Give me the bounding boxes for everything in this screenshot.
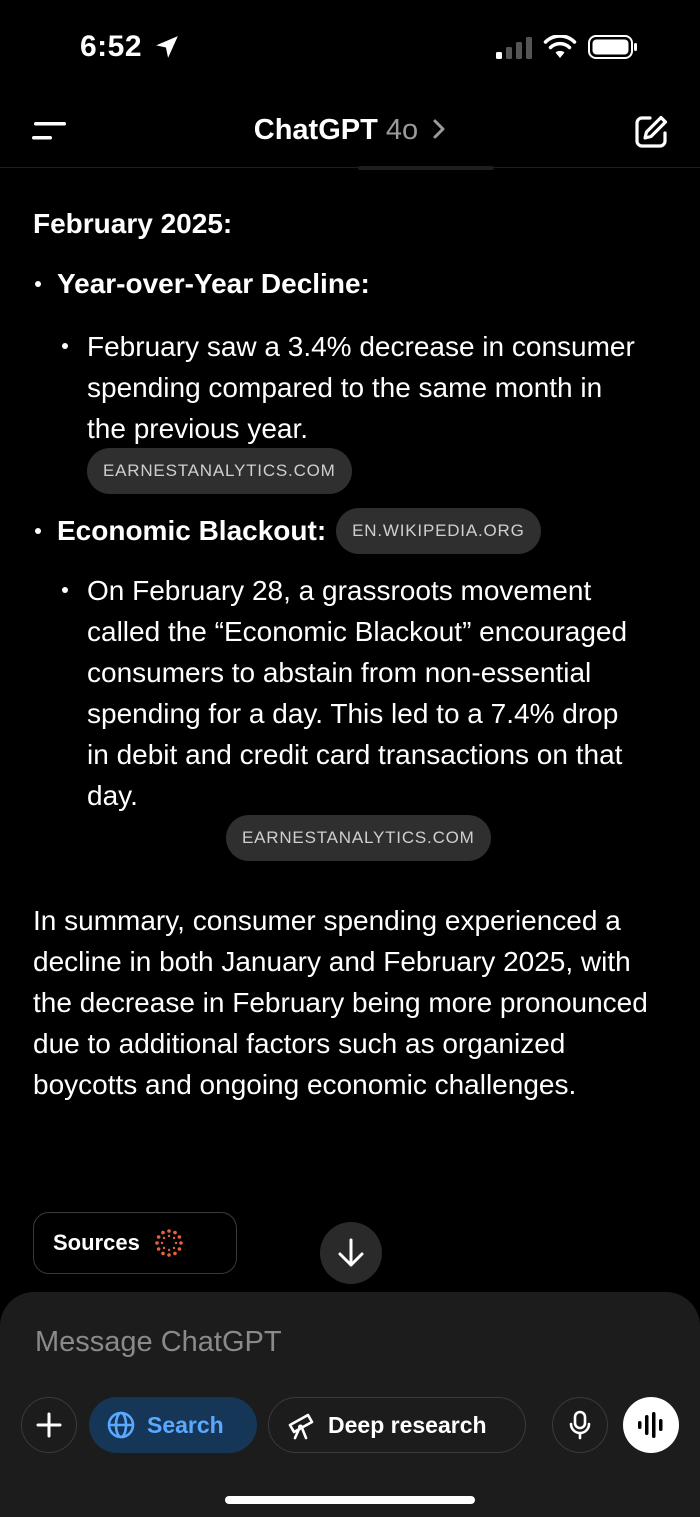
bullet-dot xyxy=(35,528,41,534)
arrow-down-icon xyxy=(337,1237,365,1269)
attach-button[interactable] xyxy=(21,1397,77,1453)
globe-icon xyxy=(107,1411,135,1439)
bullet-dot xyxy=(62,587,68,593)
cellular-signal-icon xyxy=(496,37,532,59)
source-chip-earnestanalytics[interactable]: EARNESTANALYTICS.COM xyxy=(87,448,352,494)
voice-mode-button[interactable] xyxy=(623,1397,679,1453)
waveform-icon xyxy=(636,1411,666,1439)
model-name: 4o xyxy=(385,114,419,146)
microphone-icon xyxy=(568,1410,592,1440)
new-chat-compose-icon[interactable] xyxy=(633,114,669,150)
status-bar xyxy=(0,0,700,96)
sources-label: Sources xyxy=(53,1230,140,1255)
scroll-to-bottom-button[interactable] xyxy=(320,1222,382,1284)
scroll-indicator xyxy=(358,166,494,170)
nav-bar xyxy=(0,96,700,168)
location-arrow-icon xyxy=(154,34,180,60)
plus-icon xyxy=(36,1412,62,1438)
section-heading: February 2025: xyxy=(33,208,233,239)
deep-research-button[interactable] xyxy=(268,1397,526,1453)
model-selector[interactable] xyxy=(0,114,700,147)
app-name: ChatGPT xyxy=(253,114,378,146)
search-label: Search xyxy=(147,1411,224,1438)
battery-icon xyxy=(588,35,638,59)
bullet-label: Economic Blackout: xyxy=(57,515,327,546)
telescope-icon xyxy=(286,1410,316,1440)
bullet-dot xyxy=(62,343,68,349)
home-indicator[interactable] xyxy=(225,1496,475,1504)
bullet-detail-text: On February 28, a grassroots movement called the “Economic Blackout” encouraged consumers to abstain from non-essential spending for a day. This led to a 7.4% drop in debit and credit card transactions on that day. xyxy=(87,575,628,811)
message-input[interactable]: Message ChatGPT xyxy=(35,1326,282,1358)
summary-paragraph: In summary, consumer spending experienced a decline in both January and February 2025, with the decrease in February being more pronounced due to additional factors such as organized boycotts and ongoing economic challenges. xyxy=(33,905,648,1100)
source-chip-wikipedia[interactable]: EN.WIKIPEDIA.ORG xyxy=(336,508,540,554)
bullet-yoy-decline xyxy=(33,268,370,300)
search-toggle-button[interactable] xyxy=(89,1397,257,1453)
wifi-icon xyxy=(543,35,577,59)
chevron-right-icon xyxy=(432,119,446,139)
bullet-label: Year-over-Year Decline: xyxy=(57,268,370,299)
sources-spinner-icon xyxy=(154,1228,184,1258)
bullet-dot xyxy=(35,281,41,287)
status-time: 6:52 xyxy=(80,30,143,63)
bullet-economic-blackout xyxy=(33,508,541,554)
bullet-detail-text: February saw a 3.4% decrease in consumer spending compared to the same month in the previous year. xyxy=(87,331,635,444)
message-composer xyxy=(0,1292,700,1517)
deep-research-label: Deep research xyxy=(328,1411,487,1438)
source-chip-earnestanalytics-2[interactable]: EARNESTANALYTICS.COM xyxy=(226,815,491,861)
sources-button[interactable] xyxy=(33,1212,237,1274)
dictation-button[interactable] xyxy=(552,1397,608,1453)
